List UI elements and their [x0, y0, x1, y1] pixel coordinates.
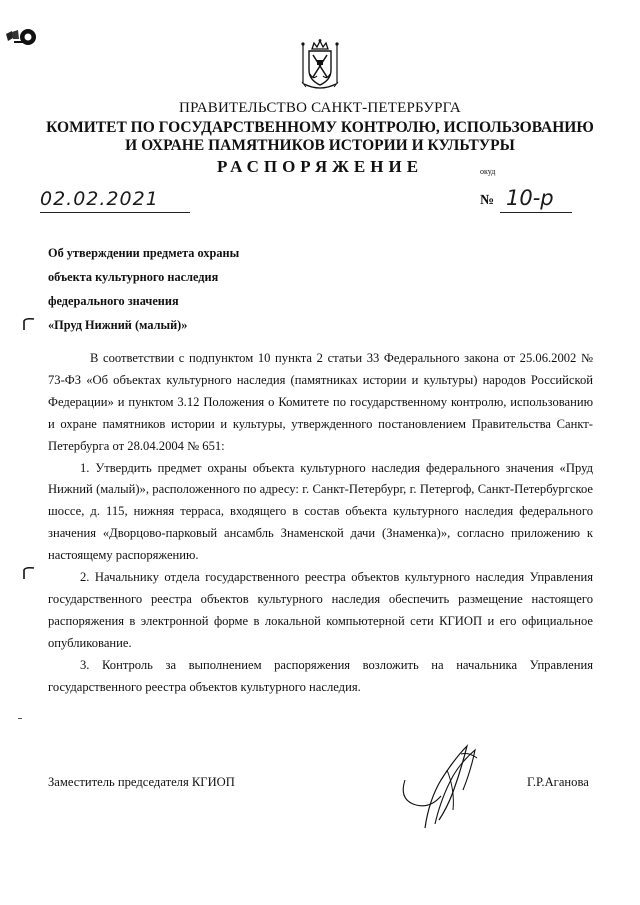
order-item-2: 2. Начальнику отдела государственного реестра объектов культурного наследия Управления государственного реестра объектов культурного наследия обеспечить размещение настоящего распоряжения в электронной форме в локальной компьютерной сети КГИОП и его официальное опубликование.: [48, 570, 593, 650]
committee-name: [20, 119, 620, 155]
subject-line: Об утверждении предмета охраны: [48, 246, 240, 260]
document-body: [48, 348, 593, 699]
handwritten-date: 02.02.2021: [40, 188, 159, 210]
handwritten-signature-icon: [395, 740, 495, 830]
saint-petersburg-coat-of-arms-icon: [298, 38, 342, 92]
okud-label: окуд: [480, 167, 496, 176]
signer-name: Г.Р.Аганова: [527, 775, 589, 789]
corner-tick-mark-icon: [22, 566, 36, 580]
subject-line: федерального значения: [48, 294, 179, 308]
committee-name-line-1: КОМИТЕТ ПО ГОСУДАРСТВЕННОМУ КОНТРОЛЮ, ИСПОЛЬЗОВАНИЮ: [46, 119, 594, 136]
handwritten-document-number: 10-р: [506, 186, 554, 210]
margin-dash: [18, 718, 22, 719]
date-underline: [40, 212, 190, 213]
document-subject: [48, 241, 348, 337]
scan-corner-mark-icon: [4, 26, 38, 48]
subject-line: объекта культурного наследия: [48, 270, 219, 284]
number-label: №: [480, 193, 495, 208]
government-name: ПРАВИТЕЛЬСТВО САНКТ-ПЕТЕРБУРГА: [179, 100, 461, 116]
document-type-title: РАСПОРЯЖЕНИЕ: [216, 157, 424, 176]
corner-tick-mark-icon: [22, 317, 36, 331]
order-item-3: 3. Контроль за выполнением распоряжения возложить на начальника Управления государственного реестра объектов культурного наследия.: [48, 657, 593, 694]
committee-name-line-2: И ОХРАНЕ ПАМЯТНИКОВ ИСТОРИИ И КУЛЬТУРЫ: [125, 137, 515, 154]
order-item-1: 1. Утвердить предмет охраны объекта культурного наследия федерального значения «Пруд Нижний (малый)», расположенного по адресу: г. Санкт-Петербург, г. Петергоф, Санкт-Петербургское шоссе, д. 115, нижняя терраса, входящего в состав объекта культурного наследия федерального значения «Дворцово-парковый ансамбль Знаменской дачи (Знаменка)», согласно приложению к настоящему распоряжению.: [48, 460, 593, 563]
number-underline: [500, 212, 572, 213]
signer-position: Заместитель председателя КГИОП: [48, 775, 235, 789]
subject-line: «Пруд Нижний (малый)»: [48, 318, 188, 332]
preamble-paragraph: В соответствии с подпунктом 10 пункта 2 статьи 33 Федерального закона от 25.06.2002 № 73-ФЗ «Об объектах культурного наследия (памятниках истории и культуры) народов Российской Федерации» и пунктом 3.12 Положения о Комитете по государственному контролю, использованию и охране памятников истории и культуры, утвержденного постановлением Правительства Санкт-Петербурга от 28.04.2004 № 651:: [48, 351, 593, 453]
